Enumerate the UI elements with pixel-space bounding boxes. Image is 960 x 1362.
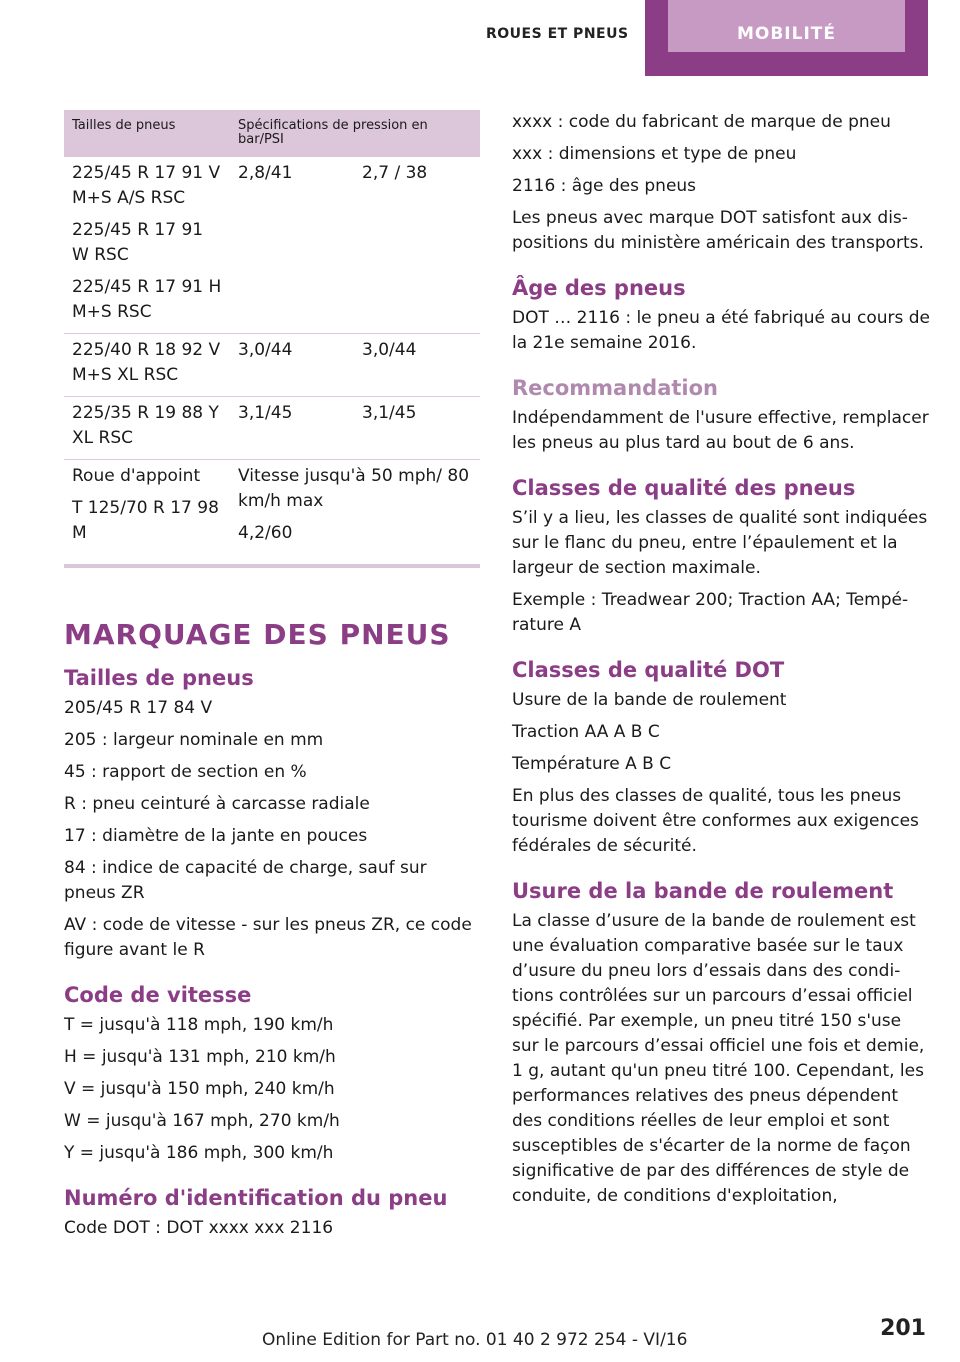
paragraph: xxx : dimensions et type de pneu [512,144,797,164]
paragraph: 45 : rapport de section en % [64,762,307,782]
paragraph: S’il y a lieu, les classes de qualité sont indiquées sur le flanc du pneu, entre l’épaulement et la largeur de section maximale. [512,508,928,578]
section-title: MARQUAGE DES PNEUS [64,618,451,651]
table-row [64,397,480,460]
paragraph: Usure de la bande de roulement [512,690,787,710]
table-row [64,334,480,397]
table-cell-pressure-1: 3,1/45 [230,397,354,460]
spare-speed: Vitesse jusqu'à 50 mph/ 80 km/h max [238,466,470,511]
paragraph: xxxx : code du fabricant de marque de pneu [512,112,891,132]
paragraph: Indépendamment de l'usure effective, remplacer les pneus au plus tard au bout de 6 ans. [512,408,929,453]
table-cell-pressure-2: 3,0/44 [354,334,480,397]
heading-recommandation: Recommandation [512,376,718,400]
paragraph: 2116 : âge des pneus [512,176,697,196]
running-header-section: ROUES ET PNEUS [486,26,629,42]
paragraph: En plus des classes de qualité, tous les pneus tourisme doivent être conformes aux exigences fédérales de sécurité. [512,786,919,856]
heading-identification: Numéro d'identification du pneu [64,1186,448,1210]
table-cell-spare-spec [230,460,480,567]
heading-tailles: Tailles de pneus [64,666,254,690]
paragraph: La classe d’usure de la bande de roulement est une évaluation comparative basée sur le taux d’usure du pneu lors d’essais dans des conditions contrôlées sur un parcours d’essai officiel spécifié. Par exemple, un pneu titré 150 s'use sur le parcours d’essai officiel une fois et demie, 1 g, autant qu'un pneu titré 100. Cependant, les performances relatives des pneus dépendent des conditions réelles de leur emploi et sont susceptibles de s'écarter de la norme de façon significative de par des différences de style de conduite, de conditions d'exploitation, [512,911,925,1206]
table-header-row [64,110,480,157]
paragraph: 17 : diamètre de la jante en pouces [64,826,368,846]
spare-size: T 125/70 R 17 98 M [72,498,219,543]
paragraph: V = jusqu'à 150 mph, 240 km/h [64,1079,335,1099]
table-cell-pressure-1: 3,0/44 [230,334,354,397]
paragraph: AV : code de vitesse - sur les pneus ZR, ce code figure avant le R [64,915,472,960]
tire-size: 225/35 R 19 88 Y XL RSC [72,403,219,448]
chapter-tab [645,0,928,76]
paragraph: T = jusqu'à 118 mph, 190 km/h [64,1015,334,1035]
footer-edition: Online Edition for Part no. 01 40 2 972 254 - VI/16 [262,1330,688,1350]
pressure-table [64,110,480,568]
table-cell-pressure-2: 2,7 / 38 [354,157,480,334]
table-row-spare [64,460,480,567]
paragraph: Exemple : Treadwear 200; Traction AA; Température A [512,590,909,635]
paragraph: Traction AA A B C [512,722,660,742]
spare-label: Roue d'appoint [72,466,201,486]
tire-size: 225/45 R 17 91 H M+S RSC [72,277,222,322]
table-cell-sizes [64,157,230,334]
heading-classes-pneus: Classes de qualité des pneus [512,476,856,500]
paragraph: 84 : indice de capacité de charge, sauf sur pneus ZR [64,858,427,903]
chapter-tab-label-box [668,0,905,52]
table-cell-pressure-1: 2,8/41 [230,157,354,334]
tire-size: 225/40 R 18 92 V M+S XL RSC [72,340,221,385]
heading-classes-dot: Classes de qualité DOT [512,658,785,682]
paragraph: 205 : largeur nominale en mm [64,730,324,750]
left-column [64,110,480,1241]
table-cell-sizes [64,334,230,397]
chapter-tab-label: MOBILITÉ [736,24,837,44]
paragraph: H = jusqu'à 131 mph, 210 km/h [64,1047,336,1067]
paragraph: 205/45 R 17 84 V [64,698,213,718]
paragraph: Température A B C [512,754,672,774]
right-column [512,110,932,1209]
paragraph: DOT … 2116 : le pneu a été fabriqué au cours de la 21e semaine 2016. [512,308,931,353]
heading-vitesse: Code de vitesse [64,983,252,1007]
heading-age: Âge des pneus [512,276,686,300]
paragraph: R : pneu ceinturé à carcasse radiale [64,794,370,814]
table-cell-sizes [64,397,230,460]
paragraph: Y = jusqu'à 186 mph, 300 km/h [64,1143,334,1163]
table-row [64,157,480,334]
table-cell-spare [64,460,230,567]
table-header-pressure: Spécifications de pression en bar/PSI [230,110,480,157]
heading-usure: Usure de la bande de roulement [512,879,894,903]
page-number: 201 [880,1316,926,1341]
paragraph: Les pneus avec marque DOT satisfont aux dispositions du ministère américain des transports. [512,208,924,253]
paragraph: W = jusqu'à 167 mph, 270 km/h [64,1111,340,1131]
tire-size: 225/45 R 17 91 W RSC [72,220,204,265]
paragraph: Code DOT : DOT xxxx xxx 2116 [64,1218,334,1238]
table-header-sizes: Tailles de pneus [64,110,230,157]
table-cell-pressure-2: 3,1/45 [354,397,480,460]
spare-pressure: 4,2/60 [238,523,293,543]
tire-size: 225/45 R 17 91 V M+S A/S RSC [72,163,221,208]
